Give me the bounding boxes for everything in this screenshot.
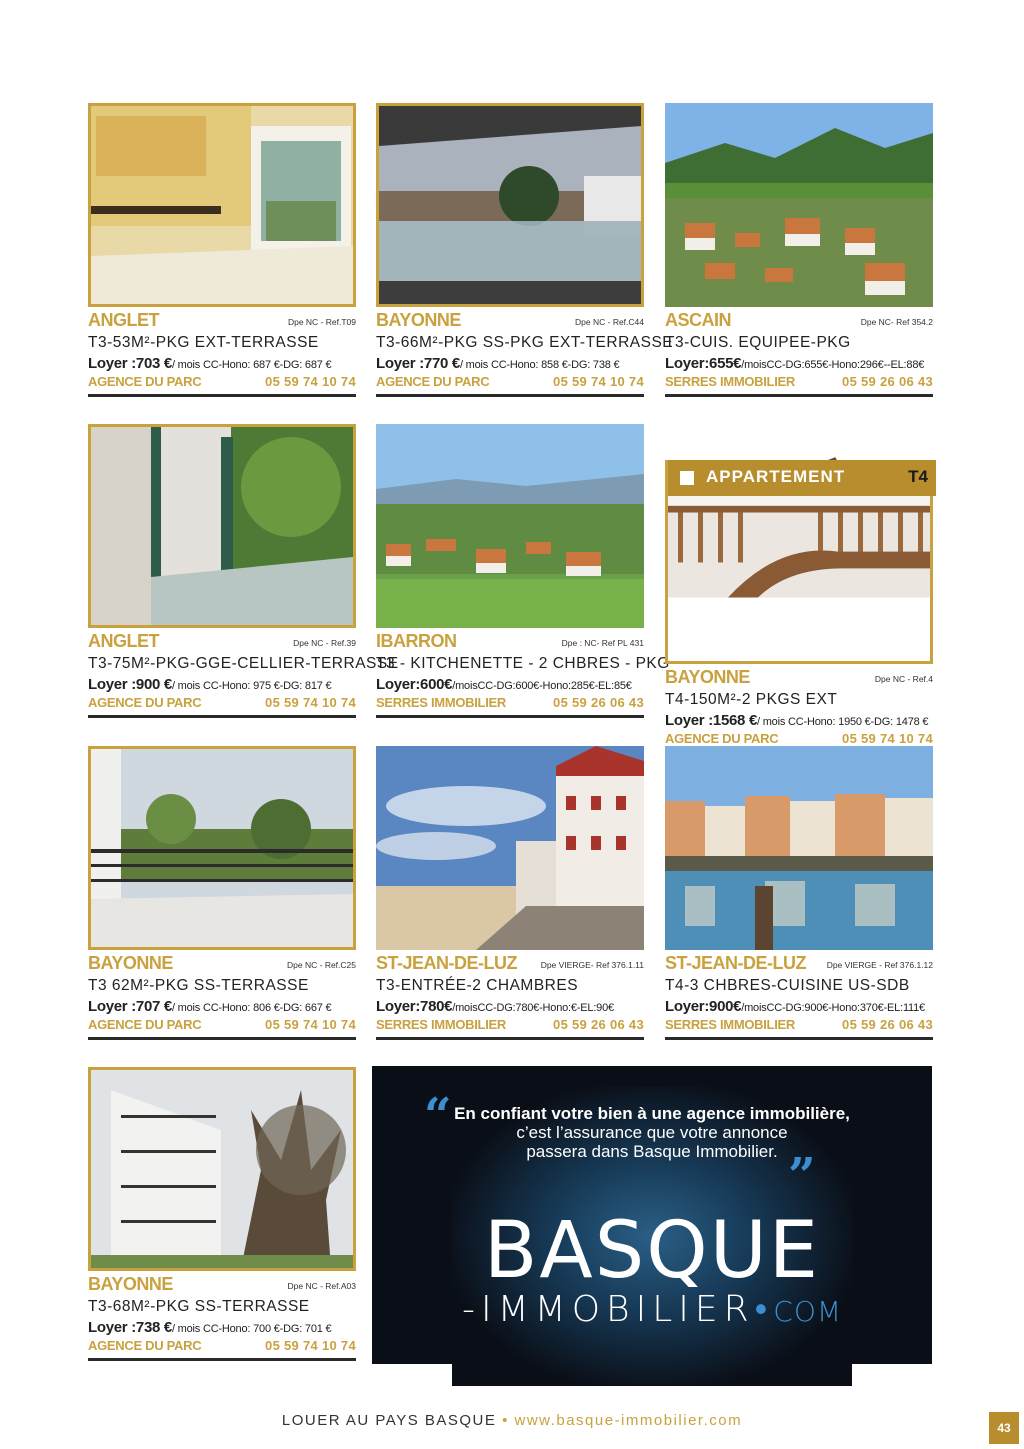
- listing-rent: Loyer :770 €: [376, 355, 460, 372]
- listing-ref: Dpe NC - Ref.A03: [287, 1281, 356, 1291]
- listing-city: ST-JEAN-DE-LUZ: [376, 953, 517, 973]
- listing-ref: Dpe NC- Ref 354.2: [860, 317, 933, 327]
- listing-photo[interactable]: [88, 1067, 356, 1271]
- listing-city: ST-JEAN-DE-LUZ: [665, 953, 806, 973]
- agency-name: SERRES IMMOBILIER: [665, 1017, 795, 1032]
- listing-ref: Dpe NC - Ref.4: [874, 674, 933, 684]
- listing-photo[interactable]: [376, 746, 644, 950]
- listing-rent: Loyer :738 €: [88, 1319, 172, 1336]
- brand-logo-sub: [372, 1288, 932, 1330]
- listing-rent-details: /moisCC-DG:900€-Hono:370€-EL:111€: [741, 1002, 925, 1014]
- listing-type: T3-CUIS. EQUIPEE-PKG: [665, 334, 851, 351]
- agency-phone[interactable]: 05 59 74 10 74: [265, 695, 356, 710]
- listing-photo[interactable]: [88, 746, 356, 950]
- listing-city: IBARRON: [376, 631, 457, 651]
- listing-card[interactable]: [376, 424, 670, 718]
- terrace-trees-icon: [91, 427, 353, 625]
- category-badge: [668, 460, 936, 496]
- listing-ref: Dpe : NC- Ref PL 431: [561, 638, 644, 648]
- agency-name: SERRES IMMOBILIER: [376, 695, 506, 710]
- agency-name: AGENCE DU PARC: [88, 695, 202, 710]
- listing-photo[interactable]: [376, 424, 644, 628]
- page-footer: [0, 1412, 1024, 1429]
- balcony-park-icon: [91, 749, 353, 947]
- listing-photo[interactable]: [376, 103, 644, 307]
- brand-dot: •: [754, 1289, 774, 1330]
- badge-type: T4: [908, 467, 928, 486]
- listing-ref: Dpe NC - Ref.39: [293, 638, 356, 648]
- listing-city: BAYONNE: [376, 310, 461, 330]
- village-hills-icon: [376, 424, 644, 628]
- agency-phone[interactable]: 05 59 74 10 74: [265, 374, 356, 389]
- building-icon: [91, 1070, 353, 1268]
- listing-city: BAYONNE: [665, 667, 750, 687]
- footer-title: LOUER AU PAYS BASQUE: [281, 1412, 497, 1429]
- ad-quote-line3: passera dans Basque Immobilier.: [526, 1142, 778, 1161]
- listing-ref: Dpe NC - Ref.C44: [575, 317, 644, 327]
- listing-city: ASCAIN: [665, 310, 732, 330]
- listing-type: T3-53M²-PKG EXT-TERRASSE: [88, 334, 319, 351]
- brand-com: COM: [773, 1295, 843, 1328]
- listing-city: BAYONNE: [88, 953, 173, 973]
- agency-phone[interactable]: 05 59 74 10 74: [265, 1338, 356, 1353]
- listing-rent-details: / mois CC-Hono: 687 €-DG: 687 €: [171, 359, 332, 371]
- listing-ref: Dpe VIERGE- Ref 376.1.11: [540, 960, 644, 970]
- listing-photo[interactable]: [88, 424, 356, 628]
- ad-quote-line1: En confiant votre bien à une agence immobilière,: [454, 1104, 850, 1123]
- listing-card[interactable]: [88, 1067, 356, 1361]
- ad-quote-line2: c’est l’assurance que votre annonce: [516, 1123, 788, 1142]
- listing-rent: Loyer :703 €: [88, 355, 172, 372]
- listing-rent: Loyer :1568 €: [665, 712, 757, 729]
- agency-phone[interactable]: 05 59 74 10 74: [265, 1017, 356, 1032]
- listing-rent-details: / mois CC-Hono: 858 €-DG: 738 €: [459, 359, 620, 371]
- listing-card[interactable]: [665, 103, 933, 397]
- brand-logo-main: BASQUE: [483, 1206, 821, 1296]
- listing-card[interactable]: [665, 746, 933, 1040]
- footer-url[interactable]: www.basque-immobilier.com: [514, 1412, 743, 1429]
- listing-card[interactable]: [88, 103, 356, 397]
- listing-city: ANGLET: [88, 310, 159, 330]
- listing-rent: Loyer:655€: [665, 355, 742, 372]
- listing-photo[interactable]: [88, 103, 356, 307]
- listing-type: T3-ENTRÉE-2 CHAMBRES: [376, 977, 579, 994]
- listing-rent: Loyer :900 €: [88, 676, 172, 693]
- listing-rent: Loyer:600€: [376, 676, 453, 693]
- listing-rent-details: / mois CC-Hono: 975 €-DG: 817 €: [171, 680, 332, 692]
- agency-name: AGENCE DU PARC: [88, 1338, 202, 1353]
- listing-card[interactable]: [376, 103, 674, 397]
- listing-photo[interactable]: [665, 460, 933, 664]
- agency-phone[interactable]: 05 59 74 10 74: [842, 731, 933, 746]
- agency-name: AGENCE DU PARC: [88, 374, 202, 389]
- agency-phone[interactable]: 05 59 26 06 43: [842, 374, 933, 389]
- agency-phone[interactable]: 05 59 26 06 43: [553, 1017, 644, 1032]
- listing-rent-details: / mois CC-Hono: 806 €-DG: 667 €: [171, 1002, 332, 1014]
- listing-rent-details: / mois CC-Hono: 700 €-DG: 701 €: [171, 1323, 332, 1335]
- balcony-view-icon: [379, 106, 641, 304]
- agency-name: SERRES IMMOBILIER: [665, 374, 795, 389]
- listing-ref: Dpe NC - Ref.C25: [287, 960, 356, 970]
- agency-phone[interactable]: 05 59 26 06 43: [842, 1017, 933, 1032]
- page-number: 43: [989, 1412, 1019, 1444]
- harbour-icon: [665, 746, 933, 950]
- agency-name: SERRES IMMOBILIER: [376, 1017, 506, 1032]
- kitchen-icon: [91, 106, 353, 304]
- listing-type: T3 62M²-PKG SS-TERRASSE: [88, 977, 309, 994]
- village-mountain-icon: [665, 103, 933, 307]
- listing-card[interactable]: [88, 746, 356, 1040]
- listing-type: T3-66M²-PKG SS-PKG EXT-TERRASSE: [376, 334, 674, 351]
- listing-rent: Loyer:780€: [376, 998, 453, 1015]
- listing-photo[interactable]: [665, 103, 933, 307]
- listing-card[interactable]: [376, 746, 644, 1040]
- agency-phone[interactable]: 05 59 26 06 43: [553, 695, 644, 710]
- listing-rent: Loyer:900€: [665, 998, 742, 1015]
- listing-city: ANGLET: [88, 631, 159, 651]
- listing-type: T3 - KITCHENETTE - 2 CHBRES - PKG: [376, 655, 670, 672]
- close-quote-icon: ”: [788, 1148, 816, 1204]
- brand-sub-text: -IMMOBILIER: [461, 1289, 755, 1330]
- agency-name: AGENCE DU PARC: [88, 1017, 202, 1032]
- listing-card[interactable]: [88, 424, 399, 718]
- listing-photo[interactable]: [665, 746, 933, 950]
- listing-rent-details: /moisCC-DG:600€-Hono:285€-EL:85€: [452, 680, 632, 692]
- seafront-icon: [376, 746, 644, 950]
- listing-city: BAYONNE: [88, 1274, 173, 1294]
- agency-name: AGENCE DU PARC: [376, 374, 490, 389]
- listing-rent-details: /moisCC-DG:780€-Hono:€-EL:90€: [452, 1002, 614, 1014]
- listing-type: T3-68M²-PKG SS-TERRASSE: [88, 1298, 310, 1315]
- ad-quote: [372, 1104, 932, 1161]
- listing-type: T4-3 CHBRES-CUISINE US-SDB: [665, 977, 910, 994]
- listing-type: T3-75M²-PKG-GGE-CELLIER-TERRASSE: [88, 655, 399, 672]
- listing-type: T4-150M²-2 PKGS EXT: [665, 691, 838, 708]
- listing-rent-details: / mois CC-Hono: 1950 €-DG: 1478 €: [757, 716, 929, 728]
- listing-rent-details: /moisCC-DG:655€-Hono:296€--EL:88€: [741, 359, 925, 371]
- listing-rent: Loyer :707 €: [88, 998, 172, 1015]
- listing-ref: Dpe VIERGE - Ref 376.1.12: [826, 960, 933, 970]
- basque-immobilier-ad[interactable]: [372, 1066, 932, 1364]
- agency-phone[interactable]: 05 59 74 10 74: [553, 374, 644, 389]
- badge-square-icon: [680, 471, 694, 485]
- agency-name: AGENCE DU PARC: [665, 731, 779, 746]
- open-quote-icon: “: [424, 1088, 452, 1144]
- listing-card[interactable]: [665, 424, 933, 754]
- listing-ref: Dpe NC - Ref.T09: [287, 317, 356, 327]
- badge-label: APPARTEMENT: [706, 467, 846, 486]
- footer-bullet: •: [502, 1412, 509, 1429]
